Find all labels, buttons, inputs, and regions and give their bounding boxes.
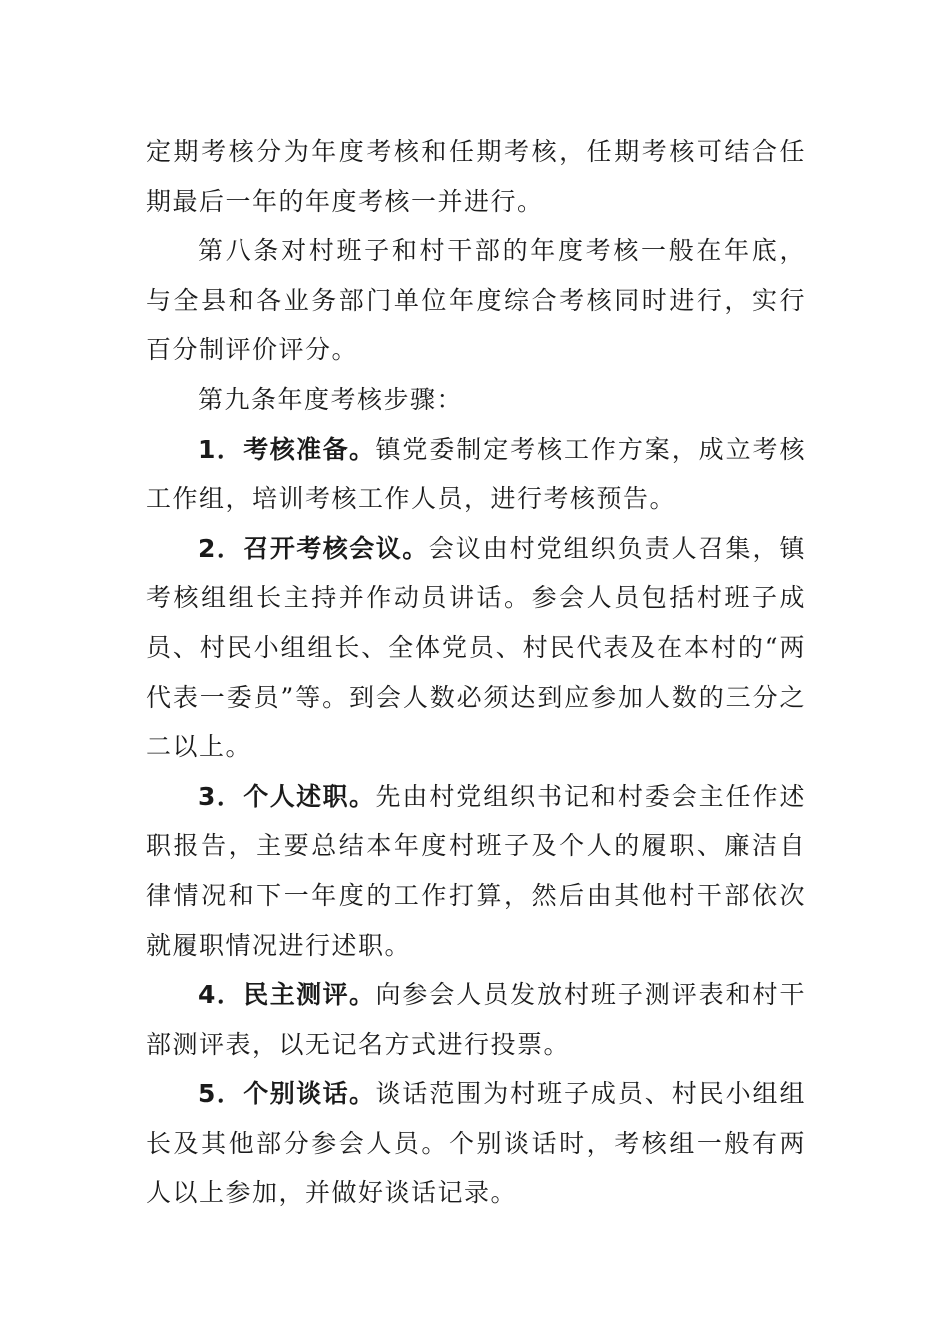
paragraph-article-8 xyxy=(146,226,806,375)
step-heading: 4．民主测评。 xyxy=(198,980,376,1010)
step-heading: 3．个人述职。 xyxy=(198,781,376,811)
step-5-individual-talks xyxy=(146,1069,806,1218)
step-text: 向参会人员发放村班子测评表和村干部测评表，以无记名方式进行投票。 xyxy=(146,980,806,1059)
step-1-preparation xyxy=(146,425,806,524)
step-3-personal-report xyxy=(146,772,806,970)
document-body xyxy=(146,127,806,1218)
step-text: 会议由村党组织负责人召集，镇考核组组长主持并作动员讲话。参会人员包括村班子成员、村民小组组长、全体党员、村民代表及在本村的“两代表一委员”等。到会人数必须达到应参加人数的三分之二以上。 xyxy=(146,533,806,762)
step-heading: 5．个别谈话。 xyxy=(198,1079,376,1109)
paragraph-text: 第八条对村班子和村干部的年度考核一般在年底，与全县和各业务部门单位年度综合考核同时进行，实行百分制评价评分。 xyxy=(146,236,806,365)
paragraph-text: 定期考核分为年度考核和任期考核，任期考核可结合任期最后一年的年度考核一并进行。 xyxy=(146,137,806,216)
paragraph-article-9 xyxy=(146,375,806,425)
paragraph-periodic-assessment xyxy=(146,127,806,226)
step-2-meeting xyxy=(146,524,806,772)
step-4-democratic-evaluation xyxy=(146,970,806,1069)
step-text: 谈话范围为村班子成员、村民小组组长及其他部分参会人员。个别谈话时，考核组一般有两人以上参加，并做好谈话记录。 xyxy=(146,1079,806,1208)
step-text: 先由村党组织书记和村委会主任作述职报告，主要总结本年度村班子及个人的履职、廉洁自律情况和下一年度的工作打算，然后由其他村干部依次就履职情况进行述职。 xyxy=(146,781,806,960)
step-heading: 1．考核准备。 xyxy=(198,434,376,464)
paragraph-text: 第九条年度考核步骤： xyxy=(198,384,464,414)
step-text: 镇党委制定考核工作方案，成立考核工作组，培训考核工作人员，进行考核预告。 xyxy=(146,434,806,514)
step-heading: 2．召开考核会议。 xyxy=(198,533,429,563)
